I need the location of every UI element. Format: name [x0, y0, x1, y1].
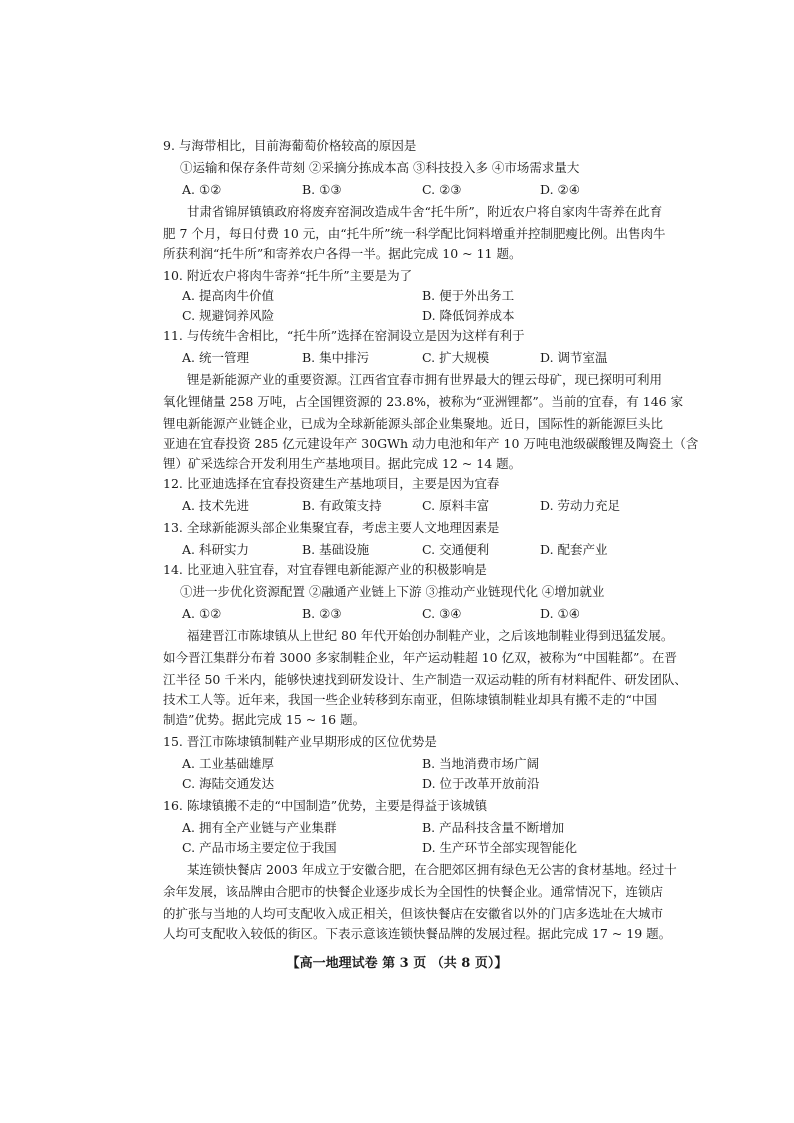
option-c: C. 交通便利 — [422, 542, 490, 557]
question-11-options — [0, 348, 794, 368]
passage-2-line-4: 亚迪在宜春投资 285 亿元建设年产 30GWh 动力电池和年产 10 万吨电池级碳酸锂及陶瓷土（含 — [163, 436, 699, 451]
option-d: D. 位于改革开放前沿 — [422, 776, 540, 791]
option-a: A. 科研实力 — [182, 542, 249, 557]
passage-3-line-3: 江半径 50 千米内，能够快速找到研发设计、生产制造一双运动鞋的所有材料配件、研发团队、 — [163, 672, 687, 687]
option-c: C. ②③ — [422, 182, 462, 197]
passage-3-line-4: 技术工人等。近年来，我国一些企业转移到东南亚，但陈埭镇制鞋业却具有搬不走的“中国 — [163, 692, 657, 707]
question-14-options — [0, 604, 794, 624]
option-b: B. ②③ — [302, 606, 342, 621]
option-c: C. 海陆交通发达 — [182, 776, 275, 791]
option-b: B. 有政策支持 — [302, 498, 382, 513]
option-d: D. 劳动力充足 — [540, 498, 621, 513]
passage-3-line-2: 如今晋江集群分布着 3000 多家制鞋企业，年产运动鞋超 10 亿双，被称为“中国鞋都”。在晋 — [163, 650, 677, 665]
passage-1-line-1: 甘肃省锦屏镇镇政府将废弃窑洞改造成牛舍“托牛所”，附近农户将自家肉牛寄养在此育 — [187, 204, 663, 219]
option-d: D. 调节室温 — [540, 350, 608, 365]
option-a: A. ①② — [182, 182, 222, 197]
option-b: B. 基础设施 — [302, 542, 370, 557]
question-14-statements: ①进一步优化资源配置 ②融通产业链上下游 ③推动产业链现代化 ④增加就业 — [180, 584, 605, 599]
passage-4-line-1: 某连锁快餐店 2003 年成立于安徽合肥，在合肥郊区拥有绿色无公害的食材基地。经过十 — [187, 862, 677, 877]
option-c: C. 规避饲养风险 — [182, 308, 275, 323]
question-13-stem: 13. 全球新能源头部企业集聚宜春，考虑主要人文地理因素是 — [163, 520, 500, 535]
question-14-stem: 14. 比亚迪入驻宜春，对宜春锂电新能源产业的积极影响是 — [163, 562, 487, 577]
question-12-stem: 12. 比亚迪选择在宜春投资建生产基地项目，主要是因为宜春 — [163, 476, 500, 491]
option-a: A. 提高肉牛价值 — [182, 288, 274, 303]
option-a: A. 统一管理 — [182, 350, 249, 365]
question-15-options-row-1 — [0, 754, 794, 774]
option-b: B. 便于外出务工 — [422, 288, 515, 303]
passage-1-line-3: 所获利润“托牛所”和寄养农户各得一半。据此完成 10 ~ 11 题。 — [163, 246, 522, 261]
option-c: C. 原料丰富 — [422, 498, 490, 513]
question-13-options — [0, 540, 794, 560]
question-10-options-row-2 — [0, 306, 794, 326]
page-footer: 【高一地理试卷 第 3 页 （共 8 页）】 — [286, 956, 508, 971]
question-16-options-row-1 — [0, 818, 794, 838]
question-16-options-row-2 — [0, 838, 794, 858]
passage-3-line-5: 制造”优势。据此完成 15 ~ 16 题。 — [163, 712, 366, 727]
option-c: C. ③④ — [422, 606, 462, 621]
question-9-options — [0, 180, 794, 200]
option-a: A. 拥有全产业链与产业集群 — [182, 820, 337, 835]
option-d: D. ②④ — [540, 182, 580, 197]
passage-1-line-2: 肥 7 个月，每日付费 10 元，由“托牛所”统一科学配比饲料增重并控制肥瘦比例。出售肉牛 — [163, 226, 666, 241]
option-d: D. ①④ — [540, 606, 580, 621]
option-a: A. 工业基础雄厚 — [182, 756, 274, 771]
question-15-options-row-2 — [0, 774, 794, 794]
question-9-statements: ①运输和保存条件苛刻 ②采摘分拣成本高 ③科技投入多 ④市场需求量大 — [180, 160, 580, 175]
question-15-stem: 15. 晋江市陈埭镇制鞋产业早期形成的区位优势是 — [163, 734, 437, 749]
option-a: A. ①② — [182, 606, 222, 621]
question-10-stem: 10. 附近农户将肉牛寄养“托牛所”主要是为了 — [163, 268, 413, 283]
question-16-stem: 16. 陈埭镇搬不走的“中国制造”优势，主要是得益于该城镇 — [163, 798, 488, 813]
option-d: D. 配套产业 — [540, 542, 608, 557]
passage-3-line-1: 福建晋江市陈埭镇从上世纪 80 年代开始创办制鞋产业，之后该地制鞋业得到迅猛发展。 — [187, 628, 674, 643]
passage-2-line-1: 锂是新能源产业的重要资源。江西省宜春市拥有世界最大的锂云母矿，现已探明可利用 — [187, 372, 663, 387]
passage-4-line-4: 人均可支配收入较低的街区。下表示意该连锁快餐品牌的发展过程。据此完成 17 ~ 19 题。 — [163, 926, 672, 941]
question-11-stem: 11. 与传统牛舍相比，“托牛所”选择在窑洞设立是因为这样有利于 — [163, 328, 525, 343]
option-b: B. ①③ — [302, 182, 342, 197]
passage-4-line-3: 的扩张与当地的人均可支配收入成正相关，但该快餐店在安徽省以外的门店多选址在大城市 — [163, 906, 664, 921]
passage-2-line-2: 氧化锂储量 258 万吨，占全国锂资源的 23.8%，被称为“亚洲锂都”。当前的宜春，有 146 家 — [163, 394, 684, 409]
option-c: C. 产品市场主要定位于我国 — [182, 840, 337, 855]
passage-2-line-3: 锂电新能源产业链企业，已成为全球新能源头部企业集聚地。近日，国际性的新能源巨头比 — [163, 416, 664, 431]
question-10-options-row-1 — [0, 286, 794, 306]
option-c: C. 扩大规模 — [422, 350, 490, 365]
option-b: B. 产品科技含量不断增加 — [422, 820, 565, 835]
option-a: A. 技术先进 — [182, 498, 249, 513]
option-d: D. 降低饲养成本 — [422, 308, 515, 323]
passage-4-line-2: 余年发展，该品牌由合肥市的快餐企业逐步成长为全国性的快餐企业。通常情况下，连锁店 — [163, 884, 664, 899]
option-b: B. 集中排污 — [302, 350, 370, 365]
option-d: D. 生产环节全部实现智能化 — [422, 840, 578, 855]
passage-2-line-5: 锂）矿采选综合开发利用生产基地项目。据此完成 12 ~ 14 题。 — [163, 456, 522, 471]
question-12-options — [0, 496, 794, 516]
option-b: B. 当地消费市场广阔 — [422, 756, 540, 771]
question-9-stem: 9. 与海带相比，目前海葡萄价格较高的原因是 — [163, 138, 417, 153]
